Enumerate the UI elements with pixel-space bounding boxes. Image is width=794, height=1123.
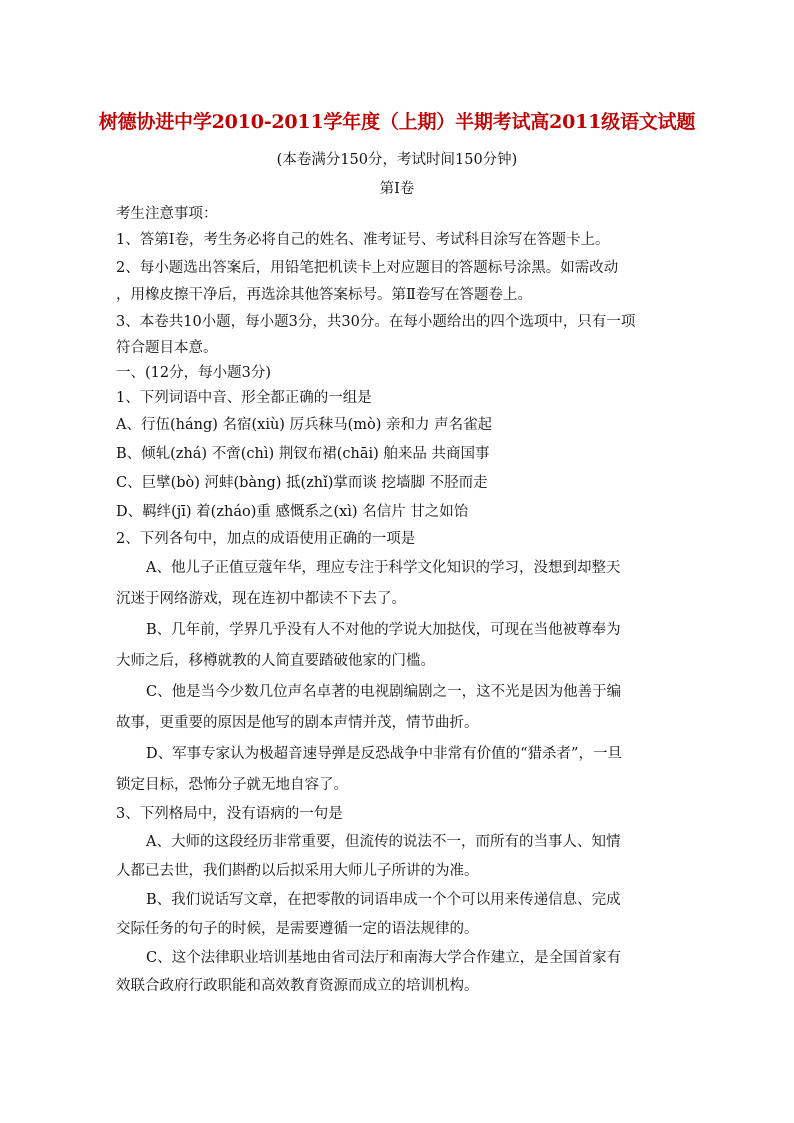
notice-item-2: 2、每小题选出答案后，用铅笔把机读卡上对应题目的答题标号涂黑。如需改动	[116, 260, 619, 276]
document-subtitle: (本卷满分150分，考试时间150分钟)	[276, 152, 518, 168]
question-3-option-b-cont: 交际任务的句子的时候，是需要遵循一定的语法规律的。	[116, 921, 479, 937]
notice-item-1: 1、答第Ⅰ卷，考生务必将自己的姓名、准考证号、考试科目涂写在答题卡上。	[116, 232, 610, 248]
question-1-option-b: B、倾轧(zhá) 不啻(chì) 荆钗布裙(chāi) 舶来品 共商国事	[116, 446, 490, 462]
notice-item-3-cont: 符合题目本意。	[116, 340, 218, 356]
section-heading: 一、(12分，每小题3分)	[116, 365, 271, 381]
question-3-option-c: C、这个法律职业培训基地由省司法厅和南海大学合作建立，是全国首家有	[146, 950, 622, 966]
question-2-option-d-cont: 锁定目标，恐怖分子就无地自容了。	[116, 777, 348, 793]
notice-heading: 考生注意事项：	[116, 206, 218, 222]
question-1-option-d: D、羁绊(jī) 着(zháo)重 感慨系之(xì) 名信片 甘之如饴	[116, 504, 469, 520]
question-1-option-c: C、巨擘(bò) 河蚌(bàng) 抵(zhǐ)掌而谈 挖墙脚 不胫而走	[116, 475, 488, 491]
question-3-option-b: B、我们说话写文章，在把零散的词语串成一个个可以用来传递信息、完成	[146, 892, 621, 908]
volume-label: 第Ⅰ卷	[379, 181, 415, 197]
notice-item-3: 3、本卷共10小题，每小题3分，共30分。在每小题给出的四个选项中，只有一项	[116, 314, 636, 330]
question-3-option-a-cont: 人都已去世，我们斟酌以后拟采用大师儿子所讲的为准。	[116, 863, 479, 879]
question-3-option-c-cont: 效联合政府行政职能和高效教育资源而成立的培训机构。	[116, 978, 479, 994]
question-2-option-a: A、他儿子正值豆蔻年华，理应专注于科学文化知识的学习，没想到却整天	[146, 560, 621, 576]
question-2-option-a-cont: 沉迷于网络游戏，现在连初中都读不下去了。	[116, 591, 406, 607]
question-2-option-b: B、几年前，学界几乎没有人不对他的学说大加挞伐，可现在当他被尊奉为	[146, 622, 621, 638]
question-3-stem: 3、下列格局中，没有语病的一句是	[116, 806, 343, 822]
question-2-option-b-cont: 大师之后，移樽就教的人简直要踏破他家的门槛。	[116, 653, 435, 669]
question-1-option-a: A、行伍(háng) 名宿(xiù) 厉兵秣马(mò) 亲和力 声名雀起	[116, 417, 493, 433]
question-2-stem: 2、下列各句中，加点的成语使用正确的一项是	[116, 531, 416, 547]
question-1-stem: 1、下列词语中音、形全都正确的一组是	[116, 390, 372, 406]
document-title: 树德协进中学2010-2011学年度（上期）半期考试高2011级语文试题	[98, 111, 696, 133]
question-2-option-c: C、他是当今少数几位声名卓著的电视剧编剧之一，这不光是因为他善于编	[146, 684, 622, 700]
question-3-option-a: A、大师的这段经历非常重要，但流传的说法不一，而所有的当事人、知情	[146, 834, 621, 850]
question-2-option-c-cont: 故事，更重要的原因是他写的剧本声情并茂，情节曲折。	[116, 715, 479, 731]
notice-item-2-cont: ，用橡皮擦干净后，再选涂其他答案标号。第Ⅱ卷写在答题卷上。	[116, 287, 532, 303]
question-2-option-d: D、军事专家认为极超音速导弹是反恐战争中非常有价值的“猎杀者”，一旦	[146, 746, 622, 762]
